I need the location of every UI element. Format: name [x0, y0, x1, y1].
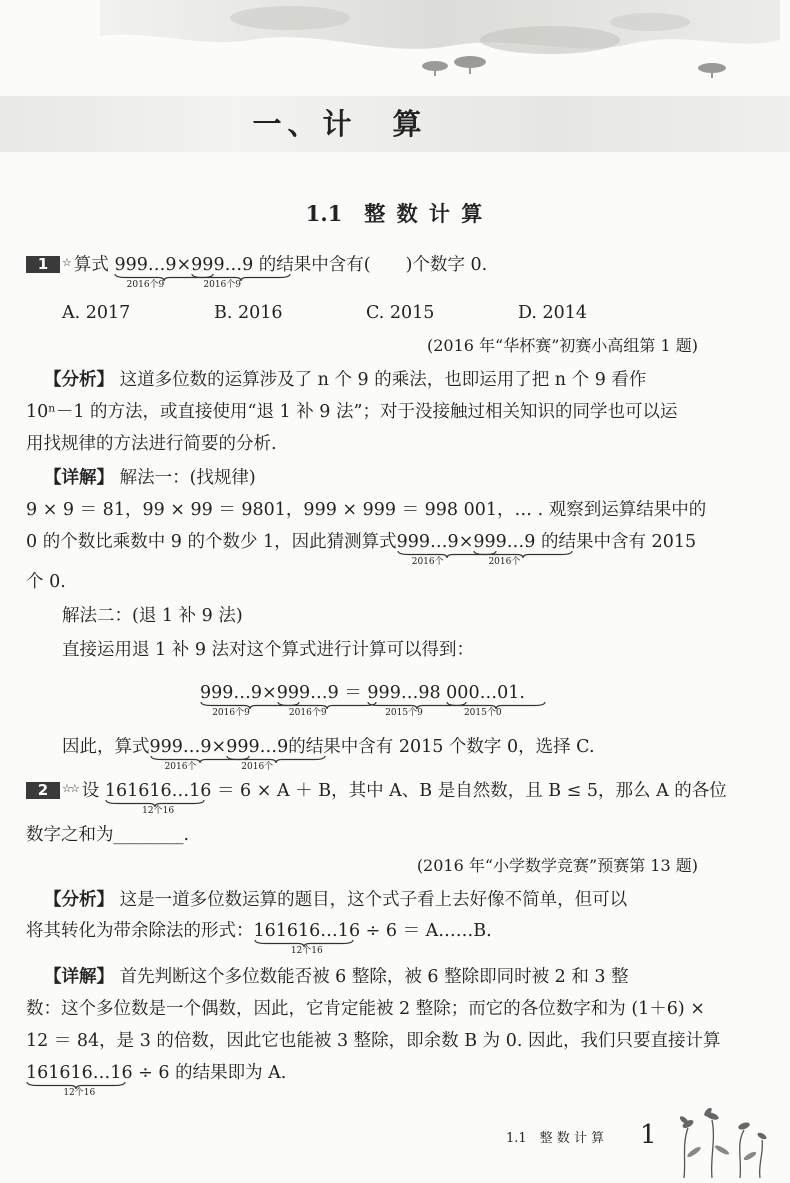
- problem2-analysis-line2: 将其转化为带余除法的形式： 161616…16 12个16 ÷ 6 ＝ A……B.: [26, 918, 492, 944]
- problem1-prompt: 1 ☆ 算式 999…9 2016个9 × 999…9 2016个9 的结果中含有( )个数字 0.: [26, 250, 487, 278]
- problem2-analysis-line1: 【分析】 这是一道多位数运算的题目，这个式子看上去好像不简单，但可以: [44, 890, 628, 910]
- method1-line3: 个 0.: [26, 572, 66, 592]
- header-decoration: [90, 0, 790, 90]
- method1-line1: 9 × 9 ＝ 81，99 × 99 ＝ 9801，999 × 999 ＝ 998 001，… . 观察到运算结果中的: [26, 500, 707, 520]
- section-number: 1.1: [305, 201, 343, 226]
- method2-line1: 直接运用退 1 补 9 法对这个算式进行计算可以得到：: [62, 640, 475, 660]
- option-d: D. 2014: [518, 303, 588, 323]
- problem2-source: (2016 年“小学数学竞赛”预赛第 13 题): [416, 856, 698, 875]
- problem1-conclusion: 因此，算式 999…9 2016个 × 999…9 2016个 的结果中含有 2015 个数字 0，选择 C.: [62, 734, 595, 760]
- underbrace-term: 999…9 2016个: [150, 734, 212, 760]
- underbrace-term: 161616…16 12个16: [26, 1063, 133, 1098]
- underbrace-term: 999…9 2016个: [473, 529, 535, 555]
- underbrace-term: 161616…16 12个16: [253, 921, 361, 956]
- problem-number-badge: 1: [26, 256, 60, 273]
- section-title: [0, 200, 790, 228]
- problem2-detail-line2: 数：这个多位数是一个偶数，因此，它肯定能被 2 整除；而它的各位数字和为 (1＋6) ×: [26, 999, 705, 1019]
- underbrace-term: 999…9 2016个9: [277, 680, 339, 706]
- underbrace-term: 000…01 2015个0: [446, 680, 519, 706]
- problem-number-badge: 2: [26, 782, 60, 799]
- section-name: 整 数 计 算: [364, 201, 485, 226]
- problem2-detail-line3: 12 ＝ 84，是 3 的倍数，因此它也能被 3 整除，即余数 B 为 0. 因此，我们只要直接计算: [26, 1031, 721, 1051]
- method2-title: 解法二：(退 1 补 9 法): [62, 606, 243, 626]
- flower-decoration: [664, 1100, 776, 1180]
- problem1-analysis-line1: 【分析】 这道多位数的运算涉及了 n 个 9 的乘法，也即运用了把 n 个 9 看作: [44, 370, 647, 390]
- option-c: C. 2015: [366, 303, 435, 323]
- problem2-prompt-line2: 数字之和为________.: [26, 825, 190, 845]
- problem1-analysis-line2: 10ⁿ－1 的方法，或直接使用“退 1 补 9 法”；对于没接触过相关知识的同学也可以运: [26, 402, 678, 422]
- problem1-analysis-line3: 用找规律的方法进行简要的分析.: [26, 434, 277, 454]
- footer-section-ref: 1.1 整 数 计 算: [506, 1131, 605, 1146]
- option-b: B. 2016: [214, 303, 283, 323]
- analysis-label: 【分析】: [44, 890, 114, 910]
- detail-label: 【详解】: [44, 967, 114, 987]
- underbrace-term: 999…98 2015个9: [367, 680, 440, 706]
- problem2-detail-line4: 161616…16 12个16 ÷ 6 的结果即为 A.: [26, 1060, 286, 1086]
- difficulty-star-icon: ☆: [62, 256, 70, 269]
- underbrace-term: 999…9 2016个9: [114, 252, 176, 278]
- detail-label: 【详解】: [44, 468, 114, 488]
- difficulty-star-icon: ☆☆: [62, 782, 78, 795]
- chapter-title: 一、计 算: [252, 107, 428, 141]
- problem1-detail-line: 【详解】 解法一：(找规律): [44, 468, 256, 488]
- method1-line2: 0 的个数比乘数中 9 的个数少 1，因此猜测算式 999…9 2016个 × 999…9 2016个 的结果中含有 2015: [26, 529, 696, 555]
- option-a: A. 2017: [62, 303, 131, 323]
- page-number: 1: [640, 1120, 657, 1150]
- underbrace-term: 999…9 2016个9: [191, 252, 253, 278]
- underbrace-term: 999…9 2016个9: [200, 680, 262, 706]
- problem2-detail-line1: 【详解】 首先判断这个多位数能否被 6 整除，被 6 整除即同时被 2 和 3 整: [44, 967, 629, 987]
- analysis-label: 【分析】: [44, 370, 114, 390]
- underbrace-term: 999…9 2016个: [226, 734, 288, 760]
- problem2-prompt: 2 ☆☆ 设 161616…16 12个16 ＝ 6 × A ＋ B，其中 A、B 是自然数，且 B ≤ 5，那么 A 的各位: [26, 776, 727, 804]
- underbrace-term: 999…9 2016个: [397, 529, 459, 555]
- method2-equation: 999…9 2016个9 × 999…9 2016个9 ＝ 999…98 2015个9 000…01 2015个0 .: [200, 680, 525, 706]
- problem1-source: (2016 年“华杯赛”初赛小高组第 1 题): [426, 336, 698, 355]
- underbrace-term: 161616…16 12个16: [104, 781, 212, 816]
